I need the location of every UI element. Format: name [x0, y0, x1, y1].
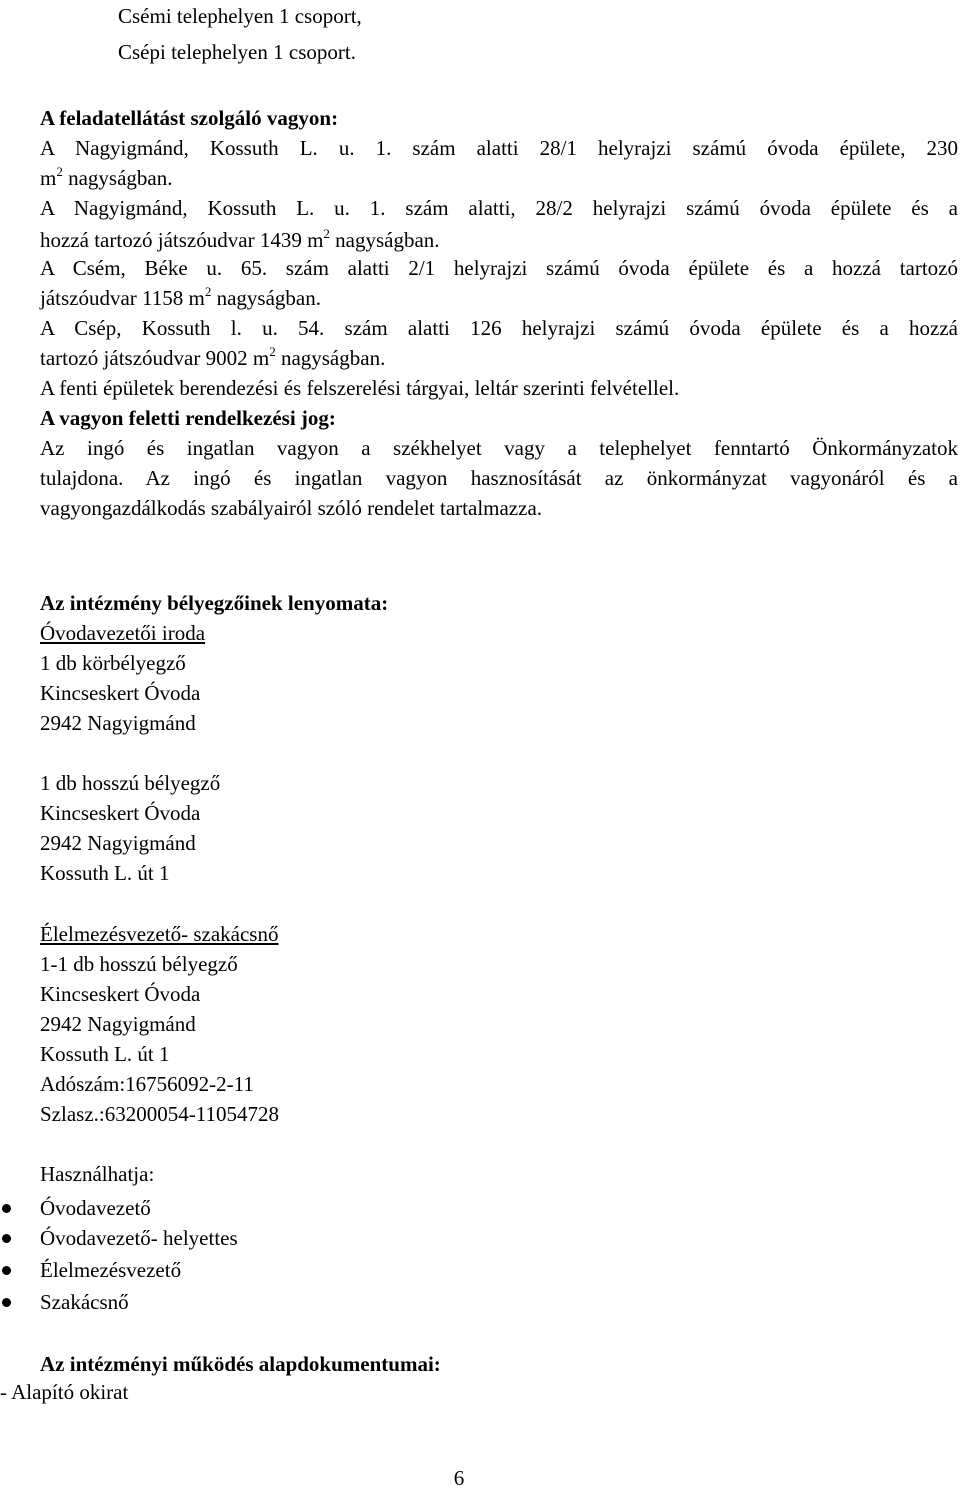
bank-account: Szlasz.:63200054-11054728 [40, 1102, 279, 1126]
round-stamp-label: 1 db körbélyegző [40, 651, 186, 675]
list-item-label: Óvodavezető [40, 1196, 151, 1220]
round-stamp-city: 2942 Nagyigmánd [40, 711, 196, 735]
asset-item-1-line1: A Nagyigmánd, Kossuth L. u. 1. szám alatti 28/1 helyrajzi számú óvoda épülete, 230 [40, 136, 958, 160]
stamps-heading: Az intézmény bélyegzőinek lenyomata: [40, 591, 389, 615]
disposal-line-1: Az ingó és ingatlan vagyon a székhelyet vagy a telephelyet fenntartó Önkormányzatok [40, 436, 958, 460]
disposal-line-2: tulajdona. Az ingó és ingatlan vagyon hasznosítását az önkormányzat vagyonáról és a [40, 466, 958, 490]
page-number: 6 [453, 1466, 465, 1490]
documents-heading: Az intézményi működés alapdokumentumai: [40, 1352, 441, 1376]
assets-heading: A feladatellátást szolgáló vagyon: [40, 106, 339, 130]
long-stamp-label: 1 db hosszú bélyegző [40, 771, 221, 795]
equipment-note: A fenti épületek berendezési és felszerelési tárgyai, leltár szerinti felvétellel. [40, 376, 680, 400]
tax-number: Adószám:16756092-2-11 [40, 1072, 254, 1096]
list-item-label: Szakácsnő [40, 1290, 129, 1314]
long-stamp-street: Kossuth L. út 1 [40, 861, 170, 885]
list-item-label: Óvodavezető- helyettes [40, 1226, 238, 1250]
bullet-icon [2, 1204, 11, 1213]
bullet-icon [2, 1266, 11, 1275]
office-title: Óvodavezetői iroda [40, 621, 206, 645]
asset-item-4-line2: tartozó játszóudvar 9002 $m^2$ nagyságban. [40, 344, 386, 370]
catering-stamp-city: 2942 Nagyigmánd [40, 1012, 196, 1036]
asset-item-2-line2: hozzá tartozó játszóudvar 1439 $m^2$ nagyságban. [40, 226, 440, 252]
asset-item-3-line1: A Csém, Béke u. 65. szám alatti 2/1 helyrajzi számú óvoda épülete és a hozzá tartozó [40, 256, 958, 280]
disposal-heading: A vagyon feletti rendelkezési jog: [40, 406, 336, 430]
catering-stamp-name: Kincseskert Óvoda [40, 982, 201, 1006]
asset-item-2-line1: A Nagyigmánd, Kossuth L. u. 1. szám alatti, 28/2 helyrajzi számú óvoda épülete és a [40, 196, 958, 220]
catering-stamp-label: 1-1 db hosszú bélyegző [40, 952, 238, 976]
site-csem: Csémi telephelyen 1 csoport, [118, 4, 362, 28]
round-stamp-name: Kincseskert Óvoda [40, 681, 201, 705]
bullet-icon [2, 1298, 11, 1307]
documents-item-1: - Alapító okirat [0, 1380, 129, 1404]
catering-title: Élelmezésvezető- szakácsnő [40, 922, 279, 946]
list-item-label: Élelmezésvezető [40, 1258, 182, 1282]
asset-item-1-line2: $m^2$ nagyságban. [40, 164, 173, 190]
catering-stamp-street: Kossuth L. út 1 [40, 1042, 170, 1066]
usage-label: Használhatja: [40, 1162, 155, 1186]
asset-item-3-line2: játszóudvar 1158 $m^2$ nagyságban. [40, 284, 321, 310]
long-stamp-name: Kincseskert Óvoda [40, 801, 201, 825]
long-stamp-city: 2942 Nagyigmánd [40, 831, 196, 855]
bullet-icon [2, 1234, 11, 1243]
asset-item-4-line1: A Csép, Kossuth l. u. 54. szám alatti 126 helyrajzi számú óvoda épülete és a hozzá [40, 316, 958, 340]
site-csep: Csépi telephelyen 1 csoport. [118, 40, 356, 64]
disposal-line-3: vagyongazdálkodás szabályairól szóló rendelet tartalmazza. [40, 496, 543, 520]
